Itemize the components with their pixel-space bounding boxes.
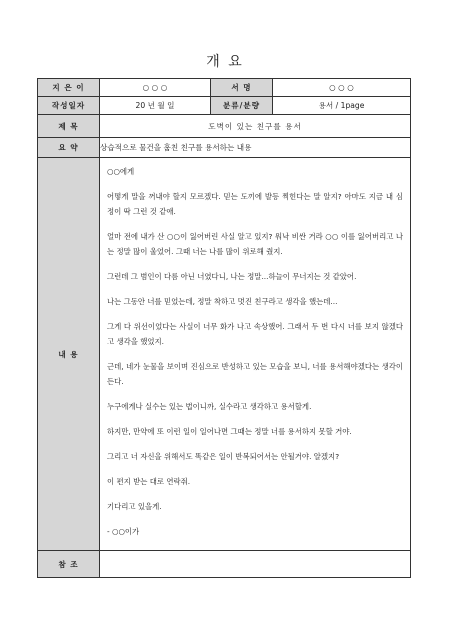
letter-paragraph: 근데, 네가 눈물을 보이며 진심으로 반성하고 있는 모습을 보니, 너를 용서해야겠다는 생각이 든다. [107,362,403,386]
category-value: 용서 / 1page [273,97,411,115]
letter-paragraph: 나는 그동안 너를 믿었는데, 정말 착하고 멋진 친구라고 생각을 했는데... [107,297,338,306]
author-value: ○ ○ ○ [100,79,211,97]
signature-label: 서 명 [211,79,273,97]
summary-value: 상습적으로 물건을 훔친 친구를 용서하는 내용 [100,138,411,158]
category-label: 분류/분량 [211,97,273,115]
date-value: 20 년 월 일 [100,97,211,115]
reference-label: 참 조 [38,551,100,578]
row-content [38,158,411,551]
letter-paragraph: 그런데 그 범인이 다름 아닌 너였다니, 나는 정말...하늘이 무너지는 것 같았어. [107,272,357,281]
letter-paragraph: 이 편지 받는 대로 연락줘. [107,477,191,486]
summary-form-table [37,78,411,578]
content-label: 내 용 [38,158,100,551]
letter-paragraph: 그리고 너 자신을 위해서도 똑같은 일이 반복되어서는 안될거야. 알겠지? [107,452,340,461]
letter-signoff: - ○○이가 [107,527,140,536]
letter-paragraph: 기다리고 있을게. [107,502,162,511]
letter-paragraph: 얼마 전에 내가 산 ○○이 잃어버린 사실 알고 있지? 워낙 비싼 거라 ○○ 이를 잃어버리고 나는 정말 많이 울었어. 그때 너는 나를 많이 위로해 줬지. [107,232,403,256]
letter-paragraph: 누구에게나 실수는 있는 법이니까, 실수라고 생각하고 용서할게. [107,402,312,411]
letter-greeting: ○○에게 [107,167,135,176]
row-reference [38,551,411,578]
row-subject [38,115,411,138]
date-label: 작성일자 [38,97,100,115]
author-label: 지 은 이 [38,79,100,97]
row-date [38,97,411,115]
row-author [38,79,411,97]
letter-paragraph: 하지만, 만약에 또 이런 일이 일어나면 그때는 정말 너를 용서하지 못할 거야. [107,427,352,436]
subject-value: 도벽이 있는 친구를 용서 [100,115,411,138]
letter-paragraph: 어떻게 말을 꺼내야 할지 모르겠다. 믿는 도끼에 발등 찍힌다는 말 알지? 아마도 지금 내 심정이 딱 그런 것 같애. [107,192,403,216]
row-summary [38,138,411,158]
subject-label: 제 목 [38,115,100,138]
letter-paragraph: 그게 다 위선이었다는 사실이 너무 화가 나고 속상했어. 그래서 두 번 다시 너를 보지 않겠다고 생각을 했었지. [107,322,403,346]
summary-label: 요 약 [38,138,100,158]
content-body [100,158,411,551]
reference-value [100,551,411,578]
signature-value: ○ ○ ○ [273,79,411,97]
document-title: 개 요 [206,54,244,70]
